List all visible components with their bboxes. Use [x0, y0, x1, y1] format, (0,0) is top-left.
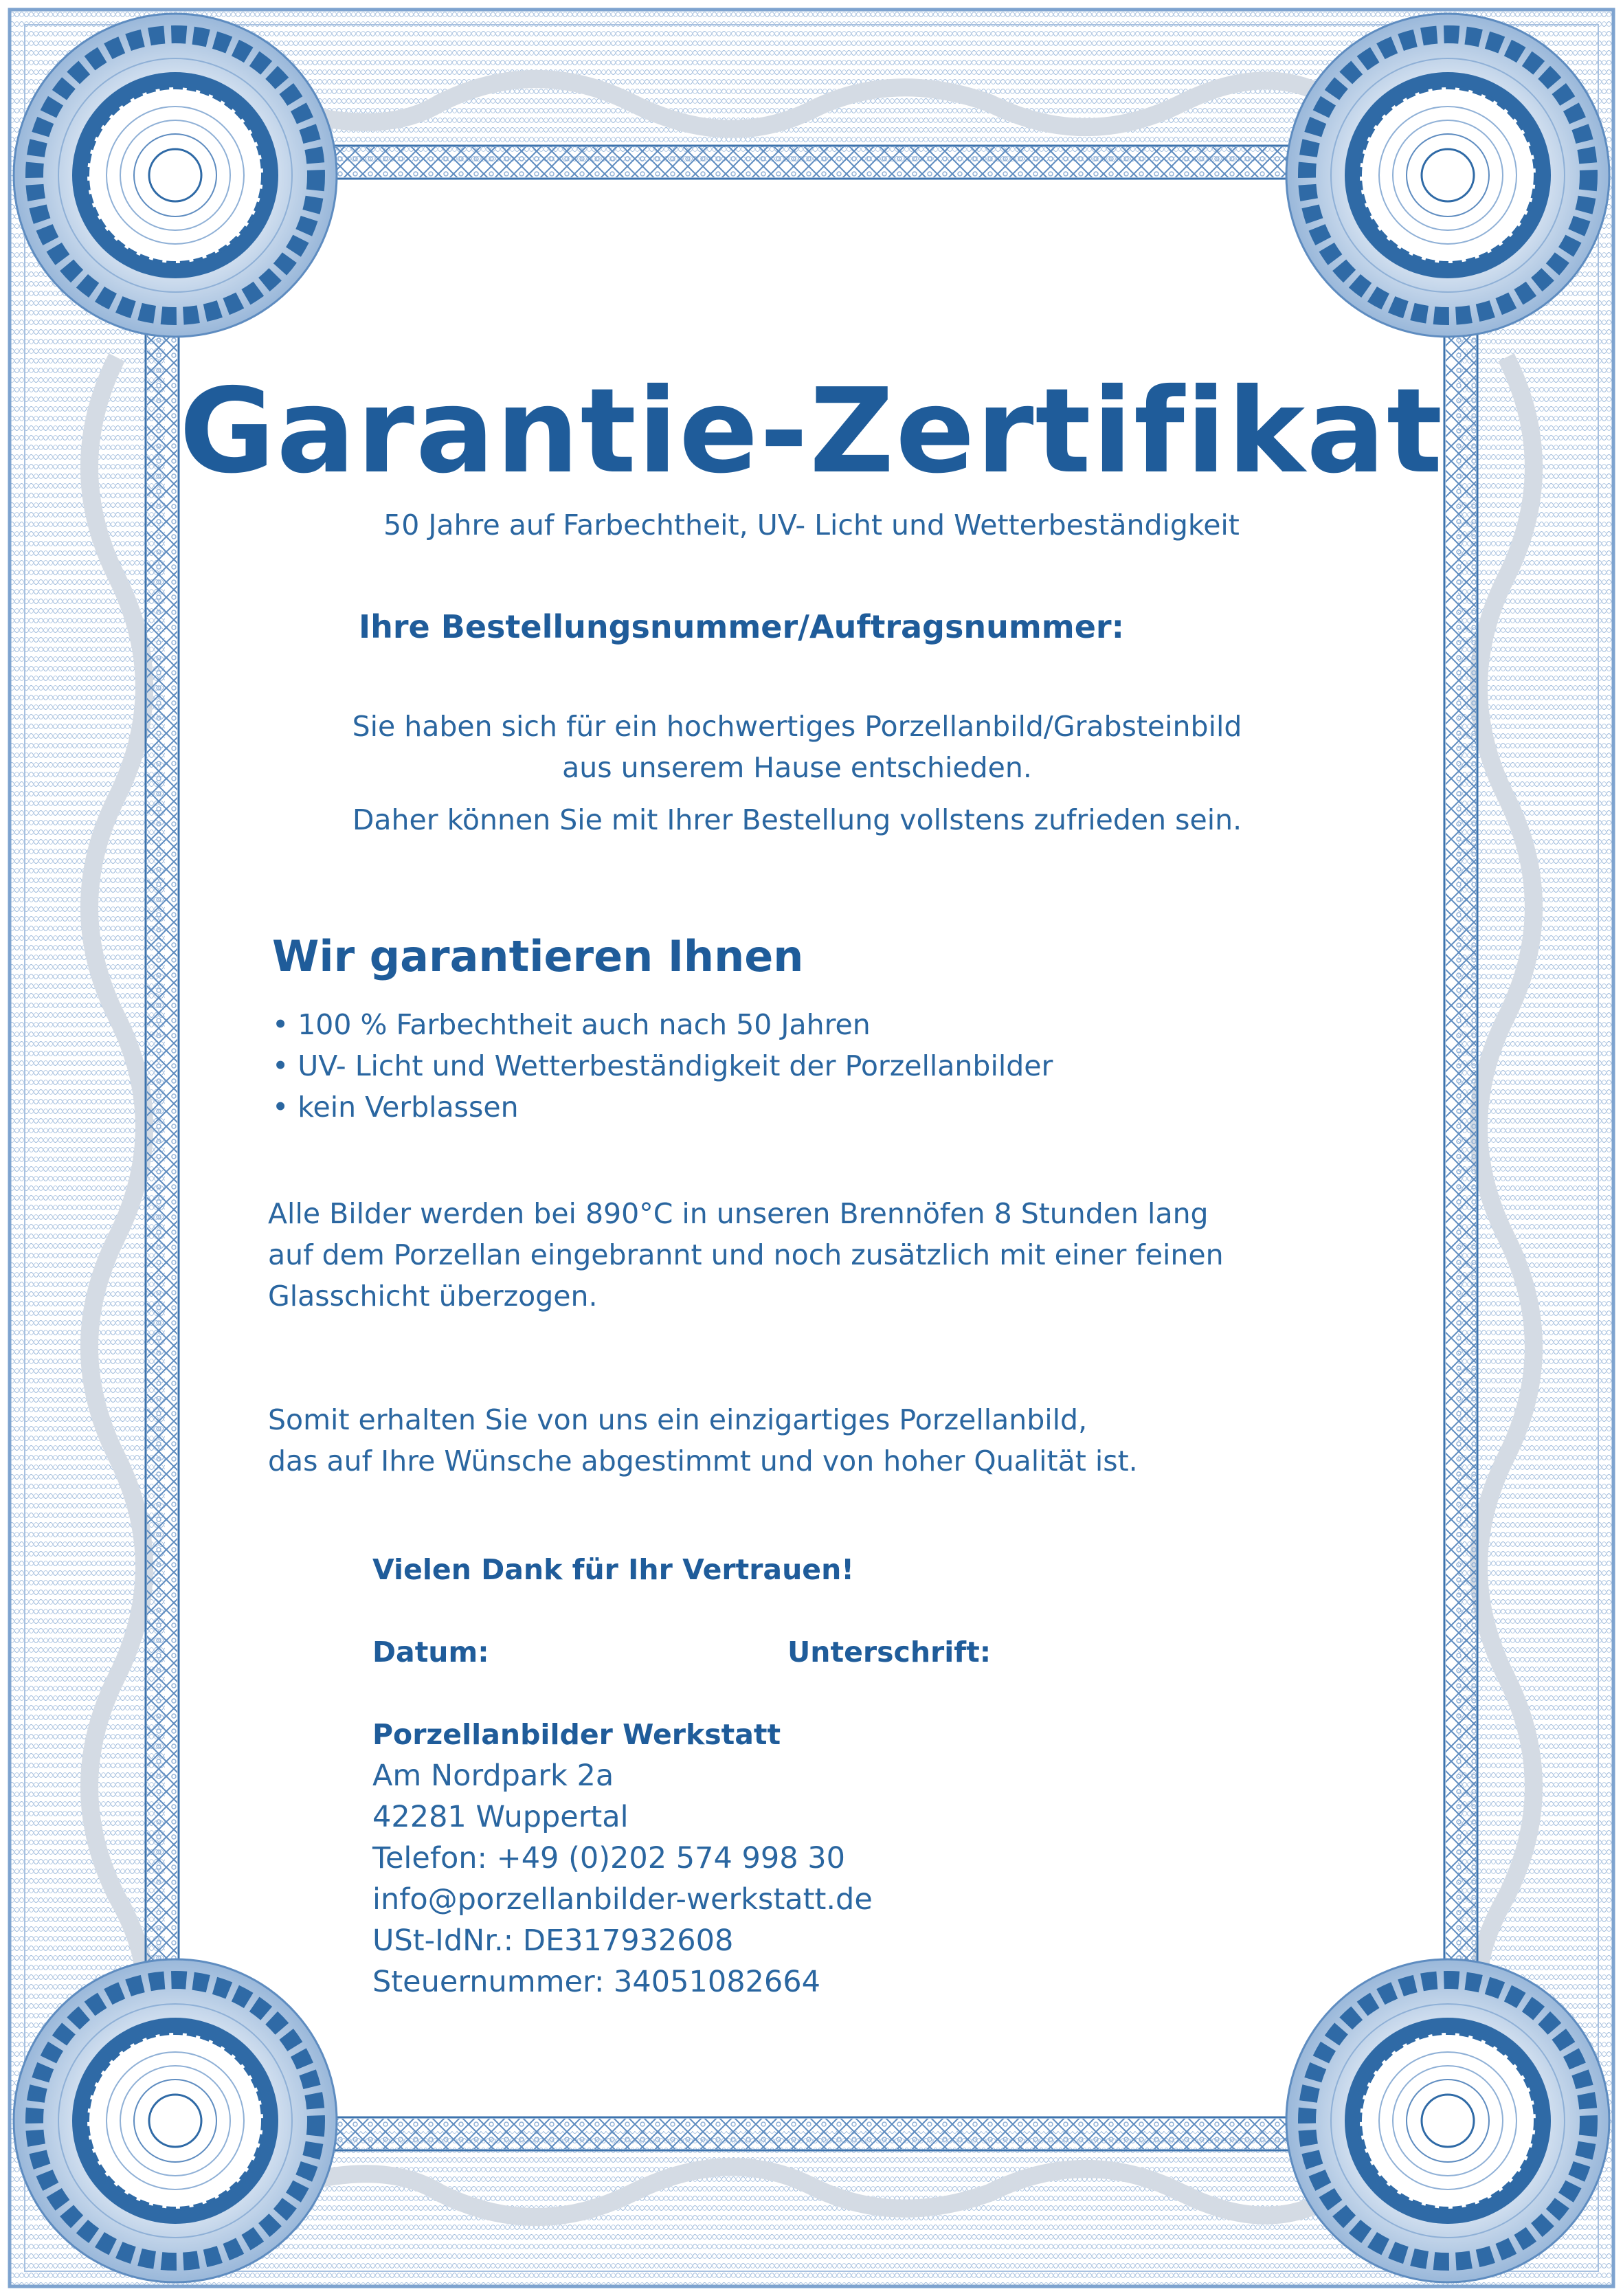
intro-line: Daher können Sie mit Ihrer Bestellung vollstens zufrieden sein.	[352, 803, 1242, 836]
company-city: 42281 Wuppertal	[372, 1800, 629, 1834]
company-street: Am Nordpark 2a	[372, 1759, 614, 1793]
intro-line: aus unserem Hause entschieden.	[562, 751, 1032, 784]
process-paragraph-line: auf dem Porzellan eingebrannt und noch zusätzlich mit einer feinen	[268, 1238, 1224, 1271]
company-phone: Telefon: +49 (0)202 574 998 30	[372, 1841, 845, 1875]
signature-label: Unterschrift:	[787, 1636, 992, 1669]
guarantee-item: • kein Verblassen	[272, 1091, 519, 1124]
process-paragraph-line: Alle Bilder werden bei 890°C in unseren Brennöfen 8 Stunden lang	[268, 1197, 1209, 1230]
summary-paragraph-line: das auf Ihre Wünsche abgestimmt und von hoher Qualität ist.	[268, 1445, 1138, 1478]
order-number-label: Ihre Bestellungsnummer/Auftragsnummer:	[359, 608, 1124, 645]
guarantee-item: • UV- Licht und Wetterbeständigkeit der Porzellanbilder	[272, 1049, 1053, 1082]
certificate-title: Garantie-Zertifikat	[179, 364, 1444, 500]
guarantee-item: • 100 % Farbechtheit auch nach 50 Jahren	[272, 1008, 871, 1041]
thanks-text: Vielen Dank für Ihr Vertrauen!	[372, 1553, 854, 1586]
summary-paragraph-line: Somit erhalten Sie von uns ein einzigartiges Porzellanbild,	[268, 1403, 1088, 1436]
company-email: info@porzellanbilder-werkstatt.de	[372, 1882, 873, 1917]
intro-line: Sie haben sich für ein hochwertiges Porzellanbild/Grabsteinbild	[352, 710, 1242, 743]
date-label: Datum:	[372, 1636, 489, 1669]
company-vat-id: USt-IdNr.: DE317932608	[372, 1924, 734, 1958]
company-name: Porzellanbilder Werkstatt	[372, 1718, 781, 1751]
guarantee-heading: Wir garantieren Ihnen	[272, 931, 804, 981]
company-tax-number: Steuernummer: 34051082664	[372, 1965, 820, 1999]
process-paragraph-line: Glasschicht überzogen.	[268, 1280, 598, 1313]
certificate-subtitle: 50 Jahre auf Farbechtheit, UV- Licht und Wetterbeständigkeit	[383, 509, 1240, 542]
